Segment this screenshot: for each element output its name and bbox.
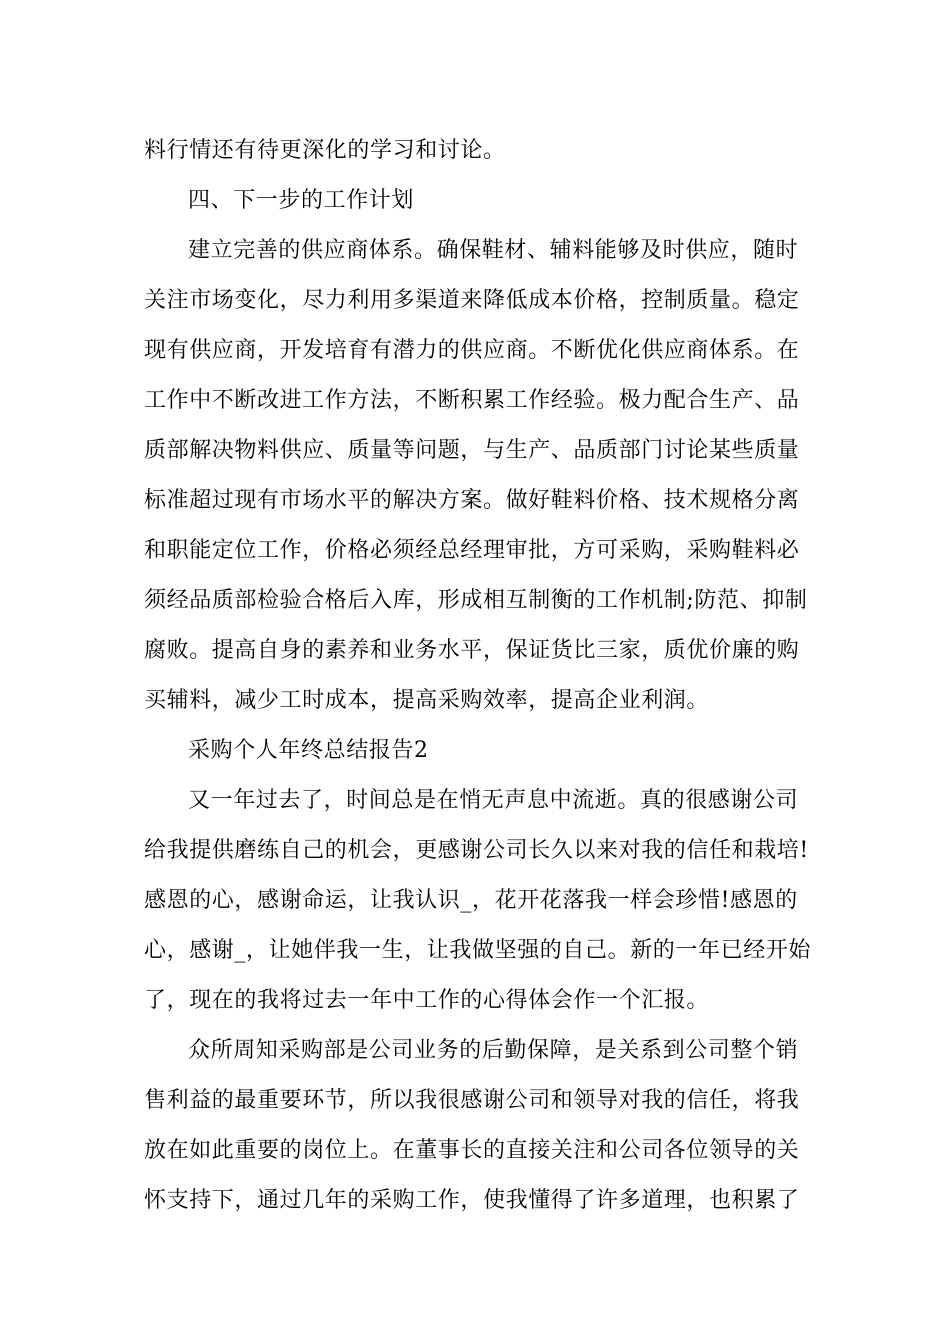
text-line-7: 质部解决物料供应、质量等问题，与生产、品质部门讨论某些质量	[144, 438, 800, 463]
text-line-1: 料行情还有待更深化的学习和讨论。	[144, 138, 506, 163]
text-line-11: 腐败。提高自身的素养和业务水平，保证货比三家，质优价廉的购	[144, 638, 800, 663]
text-line-6: 工作中不断改进工作方法，不断积累工作经验。极力配合生产、品	[144, 388, 800, 413]
text-line-14: 又一年过去了，时间总是在悄无声息中流逝。真的很感谢公司	[188, 788, 799, 813]
text-line-15: 给我提供磨练自己的机会，更感谢公司长久以来对我的信任和栽培!	[144, 838, 809, 863]
section-heading-work-plan: 四、下一步的工作计划	[188, 188, 415, 213]
text-line-10: 须经品质部检验合格后入库，形成相互制衡的工作机制;防范、抑制	[144, 588, 808, 613]
text-line-3: 建立完善的供应商体系。确保鞋材、辅料能够及时供应，随时	[188, 238, 799, 263]
text-line-21: 放在如此重要的岗位上。在董事长的直接关注和公司各位领导的关	[144, 1138, 800, 1163]
text-line-9: 和职能定位工作，价格必须经总经理审批，方可采购，采购鞋料必	[144, 538, 800, 563]
report-title-2: 采购个人年终总结报告2	[188, 738, 429, 763]
text-line-17: 心，感谢_，让她伴我一生，让我做坚强的自己。新的一年已经开始	[144, 938, 812, 963]
text-line-18: 了，现在的我将过去一年中工作的心得体会作一个汇报。	[144, 988, 710, 1013]
text-line-22: 怀支持下，通过几年的采购工作，使我懂得了许多道理，也积累了	[144, 1188, 800, 1213]
text-line-19: 众所周知采购部是公司业务的后勤保障，是关系到公司整个销	[188, 1038, 799, 1063]
text-line-8: 标准超过现有市场水平的解决方案。做好鞋料价格、技术规格分离	[144, 488, 800, 513]
text-line-12: 买辅料，减少工时成本，提高采购效率，提高企业利润。	[144, 688, 710, 713]
text-line-5: 现有供应商，开发培育有潜力的供应商。不断优化供应商体系。在	[144, 338, 800, 363]
text-line-20: 售利益的最重要环节，所以我很感谢公司和领导对我的信任，将我	[144, 1088, 800, 1113]
text-line-16: 感恩的心，感谢命运，让我认识_，花开花落我一样会珍惜!感恩的	[144, 888, 798, 913]
text-line-4: 关注市场变化，尽力利用多渠道来降低成本价格，控制质量。稳定	[144, 288, 800, 313]
